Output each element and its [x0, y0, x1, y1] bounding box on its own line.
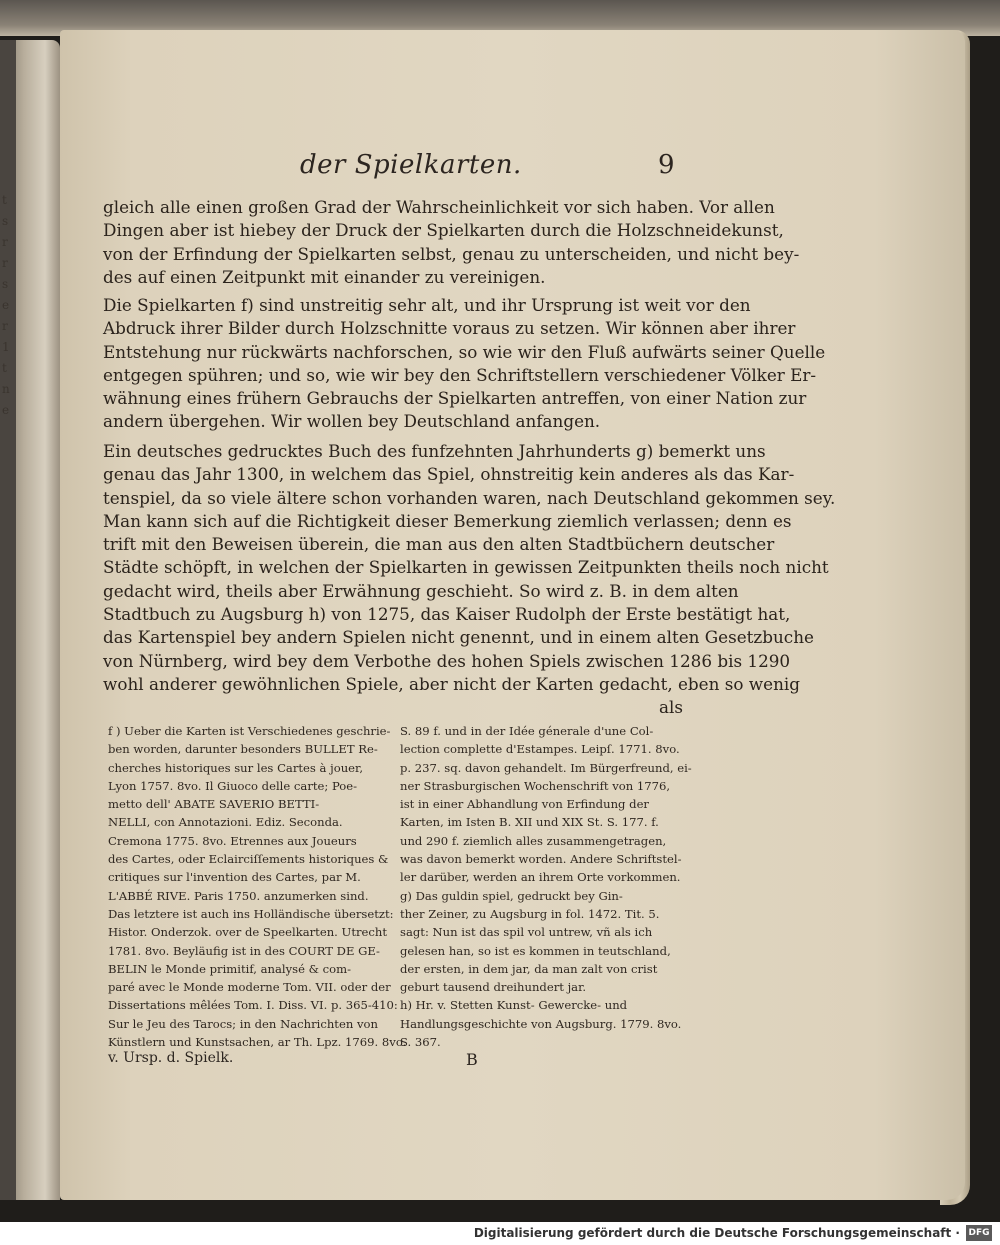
text-line: von Nürnberg, wird bey dem Verbothe des hohen Spiels zwischen 1286 bis 1290 — [103, 650, 791, 671]
footnote-line: S. 89 f. und in der Idée génerale d'une Col- — [400, 724, 654, 738]
text-line: genau das Jahr 1300, in welchem das Spiel, ohnstreitig kein anderes als das Kar- — [103, 464, 795, 485]
margin-letter: e — [2, 403, 10, 417]
footnote-line: lection complette d'Estampes. Leipſ. 1771. 8vo. — [400, 742, 680, 757]
footnote-line: sagt: Nun ist das spil vol untrew, vñ als ich — [400, 925, 653, 940]
margin-letter: t — [2, 361, 7, 375]
margin-letter: s — [2, 214, 9, 228]
text-line: tenspiel, da so viele ältere schon vorhanden waren, nach Deutschland gekommen sey. — [103, 487, 836, 508]
footnotes-left-column — [108, 722, 407, 1051]
footnote-line: Das letztere ist auch ins Holländische übersetzt: — [108, 906, 394, 921]
footnote-line: h) Hr. v. Stetten Kunst- Gewercke- und — [400, 998, 628, 1013]
text-line: gleich alle einen großen Grad der Wahrscheinlichkeit vor sich haben. Vor allen — [103, 197, 775, 217]
footnote-line: cherches historiques sur les Cartes à jouer, — [108, 760, 363, 775]
text-line: Entstehung nur rückwärts nachforschen, so wie wir den Fluß aufwärts seiner Quelle — [103, 341, 826, 362]
footnote-line: Künstlern und Kunstsachen, ar Th. Lpz. 1769. 8vo. — [108, 1035, 407, 1050]
footnote-line: p. 237. sq. davon gehandelt. Im Bürgerfreund, ei- — [400, 760, 692, 775]
footnote-line: L'ABBÉ RIVE. Paris 1750. anzumerken sind. — [108, 888, 369, 903]
text-line: Dingen aber ist hiebey der Druck der Spielkarten durch die Holzschneidekunst, — [103, 220, 784, 241]
signature-mark: B — [466, 1050, 478, 1069]
running-head: der Spielkarten. — [300, 150, 522, 180]
footnote-line: des Cartes, oder Eclairciſſements historiques & — [108, 852, 389, 867]
margin-letter: 1 — [2, 340, 10, 354]
text-line: Man kann sich auf die Richtigkeit dieser Bemerkung ziemlich verlassen; denn es — [103, 510, 792, 531]
footnote-line: gelesen han, so ist es kommen in teutschland, — [400, 943, 671, 958]
footer-credit: Digitalisierung gefördert durch die Deutsche Forschungsgemeinschaft · — [473, 1226, 960, 1240]
paragraph-2 — [103, 294, 826, 434]
margin-letter: r — [2, 256, 8, 270]
text-line: Die Spielkarten f) sind unstreitig sehr alt, und ihr Ursprung ist weit vor den — [103, 295, 751, 315]
footnote-line: Cremona 1775. 8vo. Etrennes aux Joueurs — [108, 833, 357, 848]
footnote-line: metto dell' ABATE SAVERIO BETTI- — [108, 797, 320, 812]
paragraph-1 — [103, 196, 800, 289]
signature-line: v. Ursp. d. Spielk. — [108, 1050, 234, 1066]
paragraph-3 — [103, 440, 836, 720]
footnote-line: S. 367. — [400, 1035, 441, 1050]
footnote-line: und 290 f. ziemlich alles zusammengetragen, — [400, 833, 667, 848]
footnote-line: ler darüber, werden an ihrem Orte vorkommen. — [400, 870, 681, 885]
footnote-line: 1781. 8vo. Beyläufig ist in des COURT DE GE- — [108, 943, 380, 958]
footnote-line: NELLI, con Annotazioni. Ediz. Seconda. — [108, 815, 343, 830]
catchword: als — [659, 697, 683, 718]
page-number: 9 — [658, 150, 675, 180]
margin-letter: e — [2, 298, 10, 312]
margin-letter: t — [2, 193, 7, 207]
text-line: das Kartenspiel bey andern Spielen nicht genennt, und in einem alten Gesetzbuche — [103, 627, 814, 648]
text-line: von der Erfindung der Spielkarten selbst, genau zu unterscheiden, und nicht bey- — [103, 243, 800, 264]
footnote-line: f ) Ueber die Karten ist Verschiedenes geschrie- — [108, 724, 391, 738]
footnote-line: was davon bemerkt worden. Andere Schriftstel- — [400, 852, 682, 867]
footnote-line: Dissertations mêlées Tom. I. Diss. VI. p. 365-410: — [108, 998, 398, 1013]
footnote-line: paré avec le Monde moderne Tom. VII. oder der — [108, 980, 391, 995]
footnote-line: der ersten, in dem jar, da man zalt von crist — [400, 961, 658, 976]
text-line: wohl anderer gewöhnlichen Spiele, aber nicht der Karten gedacht, eben so wenig — [103, 673, 800, 694]
footnote-line: ther Zeiner, zu Augsburg in fol. 1472. Tit. 5. — [400, 906, 660, 921]
footer-bar — [0, 1222, 1000, 1245]
text-line: Ein deutsches gedrucktes Buch des funfzehnten Jahrhunderts g) bemerkt uns — [103, 441, 766, 461]
footnote-line: ben worden, darunter besonders BULLET Re- — [108, 742, 378, 757]
margin-letter: r — [2, 319, 8, 333]
text-line: Städte schöpft, in welchen der Spielkarten in gewissen Zeitpunkten theils noch nicht — [103, 557, 829, 578]
footnote-line: ner Strasburgischen Wochenschrift von 1776, — [400, 778, 671, 793]
margin-letter: n — [2, 382, 10, 396]
text-line: andern übergehen. Wir wollen bey Deutschland anfangen. — [103, 411, 601, 432]
footnote-line: Histor. Onderzok. over de Speelkarten. Utrecht — [108, 925, 387, 940]
text-line: gedacht wird, theils aber Erwähnung geschieht. So wird z. B. in dem alten — [103, 580, 739, 601]
text-line: entgegen spühren; und so, wie wir bey den Schriftstellern verschiedener Völker Er- — [103, 364, 817, 385]
text-line: wähnung eines frühern Gebrauchs der Spielkarten antreffen, von einer Nation zur — [103, 388, 807, 409]
footnotes-right-column — [400, 722, 692, 1051]
footnote-line: critiques sur l'invention des Cartes, par M. — [108, 870, 361, 885]
footnote-line: g) Das guldin spiel, gedruckt bey Gin- — [400, 888, 623, 903]
margin-letter: s — [2, 277, 9, 291]
text-line: Stadtbuch zu Augsburg h) von 1275, das Kaiser Rudolph der Erste bestätigt hat, — [103, 604, 791, 625]
text-line: des auf einen Zeitpunkt mit einander zu vereinigen. — [103, 266, 546, 287]
footnote-line: geburt tausend dreihundert jar. — [400, 980, 587, 995]
footnote-line: Lyon 1757. 8vo. Il Giuoco delle carte; Poe- — [108, 778, 358, 793]
footnote-line: BELIN le Monde primitif, analysé & com- — [108, 961, 352, 976]
footnote-line: Karten, im Isten B. XII und XIX St. S. 177. f. — [400, 815, 659, 830]
footnote-line: Sur le Jeu des Tarocs; in den Nachrichten von — [108, 1016, 378, 1031]
text-line: Abdruck ihrer Bilder durch Holzschnitte voraus zu setzen. Wir können aber ihrer — [103, 318, 796, 339]
margin-letter: r — [2, 235, 8, 249]
footnote-line: Handlungsgeschichte von Augsburg. 1779. 8vo. — [400, 1016, 682, 1031]
text-line: trift mit den Beweisen überein, die man aus den alten Stadtbüchern deutscher — [103, 534, 775, 555]
dfg-logo-icon: DFG — [966, 1225, 992, 1241]
left-margin-letters — [2, 190, 16, 421]
footnote-line: ist in einer Abhandlung von Erfindung der — [400, 797, 649, 812]
